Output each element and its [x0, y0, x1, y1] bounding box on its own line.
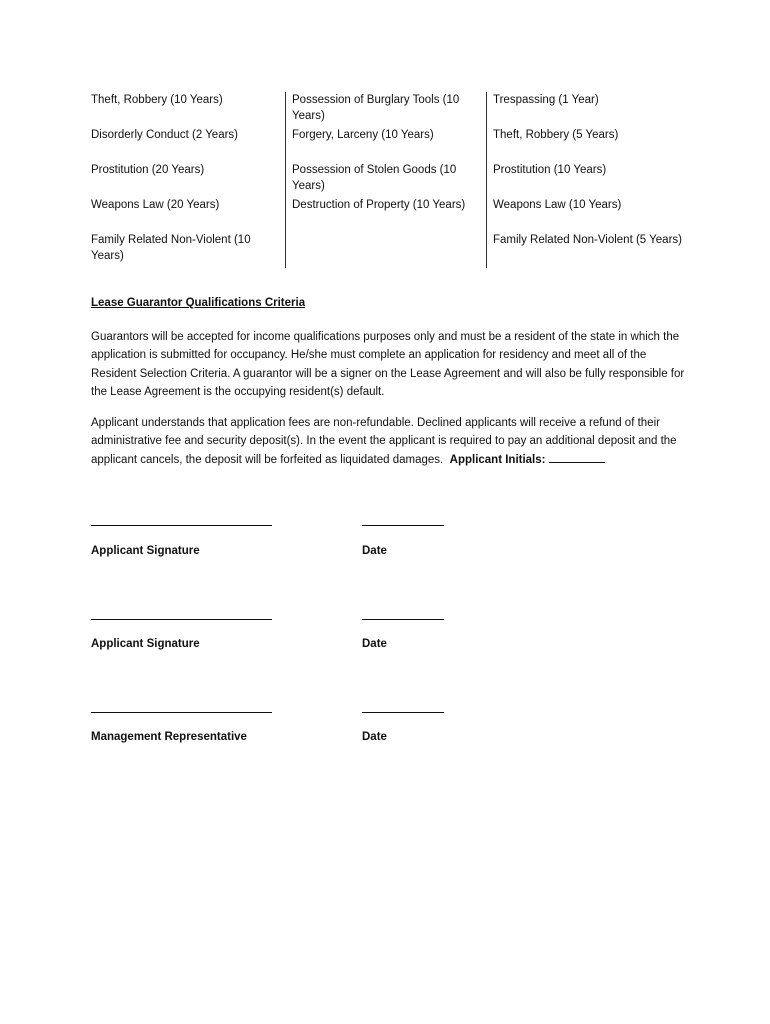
offense-item: Weapons Law (20 Years): [91, 199, 220, 211]
offense-column-2: [285, 92, 486, 268]
offense-item: Theft, Robbery (10 Years): [91, 94, 223, 106]
applicant-initials-field[interactable]: [549, 451, 605, 463]
management-signature-line[interactable]: [91, 712, 272, 713]
date-label: Date: [362, 545, 387, 557]
offense-column-1: [91, 92, 285, 268]
offense-item: Possession of Stolen Goods (10 Years): [292, 164, 457, 192]
offense-item: Family Related Non-Violent (10 Years): [91, 234, 251, 262]
fees-text: Applicant understands that application fees are non-refundable. Declined applicants will receive a refund of their administrative fee and security deposit(s). In the event the applicant is required to pay an additional deposit and the applicant cancels, the deposit will be forfeited as liquidated damages.: [91, 417, 677, 466]
offense-item: Destruction of Property (10 Years): [292, 199, 466, 211]
date-line[interactable]: [362, 619, 444, 620]
offense-item: Theft, Robbery (5 Years): [493, 129, 619, 141]
offense-item: Prostitution (20 Years): [91, 164, 205, 176]
applicant-signature-line[interactable]: [91, 525, 272, 526]
date-line[interactable]: [362, 712, 444, 713]
offense-column-3: [486, 92, 687, 268]
offense-item: Disorderly Conduct (2 Years): [91, 129, 239, 141]
offense-item: Family Related Non-Violent (5 Years): [493, 234, 682, 246]
offense-table: [91, 92, 687, 268]
guarantor-criteria-paragraph: Guarantors will be accepted for income qualifications purposes only and must be a resident of the state in which the application is submitted for occupancy. He/she must complete an application for residency and meet all of the Resident Selection Criteria. A guarantor will be a signer on the Lease Agreement and will also be fully responsible for the Lease Agreement is the occupying resident(s) default.: [91, 331, 685, 398]
management-representative-label: Management Representative: [91, 731, 247, 743]
offense-item: Prostitution (10 Years): [493, 164, 607, 176]
applicant-signature-label: Applicant Signature: [91, 545, 200, 557]
offense-item: Possession of Burglary Tools (10 Years): [292, 94, 460, 122]
date-label: Date: [362, 731, 387, 743]
applicant-signature-line[interactable]: [91, 619, 272, 620]
date-line[interactable]: [362, 525, 444, 526]
guarantor-criteria-heading: Lease Guarantor Qualifications Criteria: [91, 297, 306, 309]
applicant-initials-label: Applicant Initials:: [449, 453, 546, 466]
offense-item: Trespassing (1 Year): [493, 94, 599, 106]
date-label: Date: [362, 638, 387, 650]
applicant-signature-label: Applicant Signature: [91, 638, 200, 650]
offense-item: Weapons Law (10 Years): [493, 199, 622, 211]
fees-paragraph: [91, 414, 691, 469]
offense-item: Forgery, Larceny (10 Years): [292, 129, 434, 141]
